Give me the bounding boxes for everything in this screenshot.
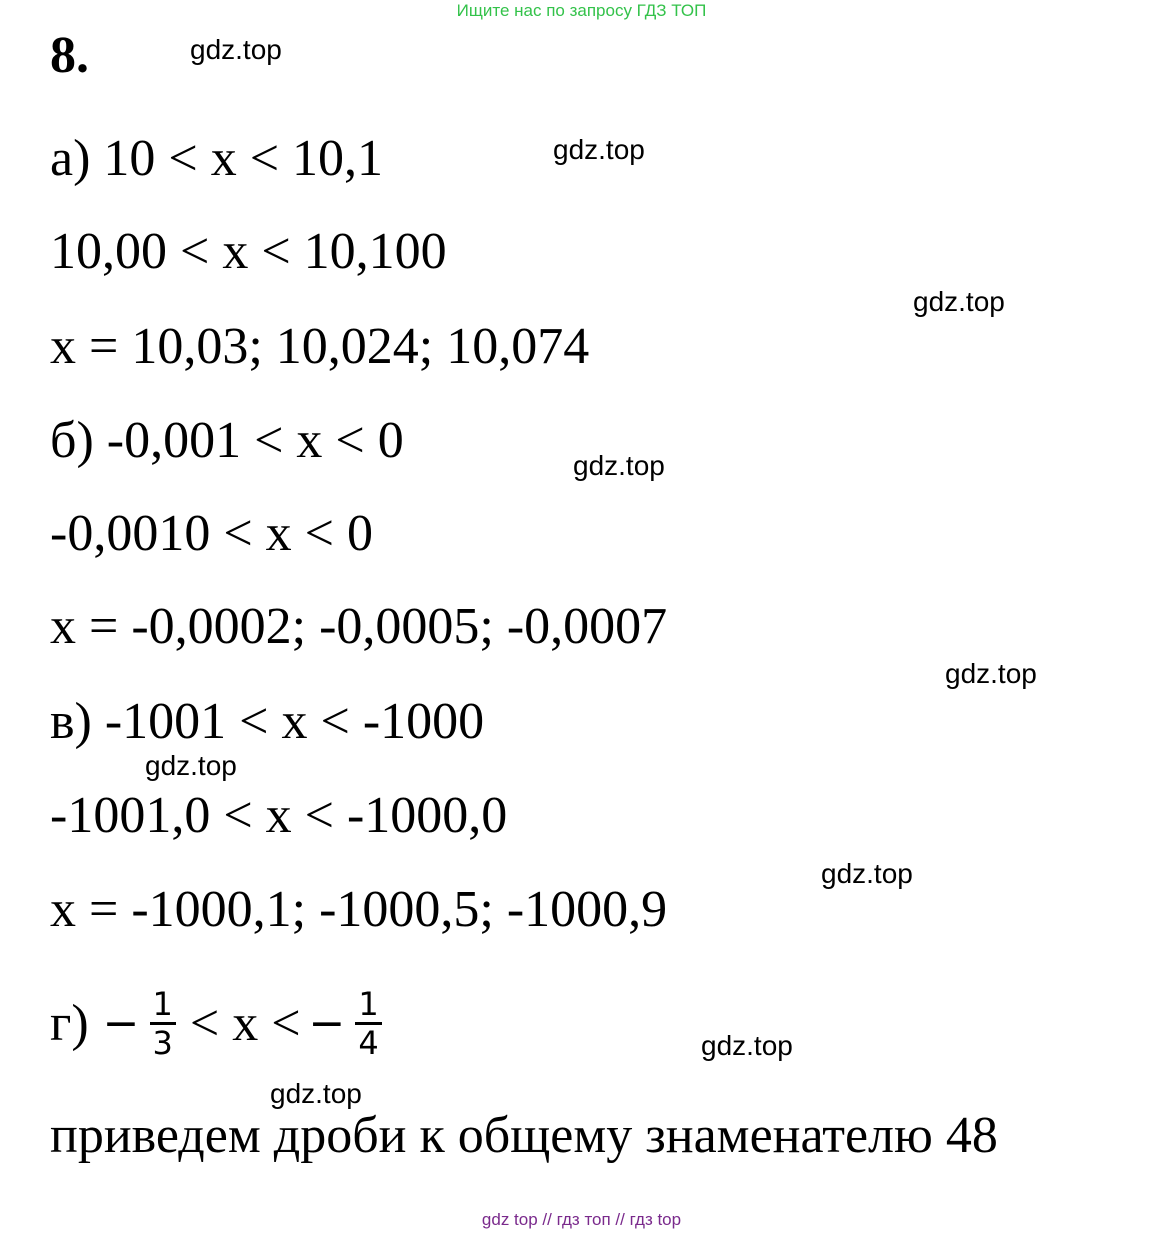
line-b-inequality: б) -0,001 < x < 0 bbox=[50, 412, 404, 469]
footer-links: gdz top // гдз топ // гдз top bbox=[481, 1210, 682, 1229]
line-a-inequality: а) 10 < x < 10,1 bbox=[50, 130, 384, 187]
line-common-denominator: приведем дроби к общему знаменателю 48 bbox=[50, 1107, 998, 1164]
watermark: gdz.top bbox=[945, 658, 1037, 689]
watermark: gdz.top bbox=[821, 858, 913, 889]
line-d-middle: < x < bbox=[189, 995, 301, 1052]
fraction-one-third bbox=[150, 984, 176, 1062]
problem-number: 8. bbox=[50, 27, 89, 84]
line-c-padded: -1001,0 < x < -1000,0 bbox=[50, 787, 508, 844]
fraction-denominator: 3 bbox=[152, 1023, 173, 1062]
watermark: gdz.top bbox=[913, 286, 1005, 317]
line-c-inequality: в) -1001 < x < -1000 bbox=[50, 693, 485, 750]
line-d-inequality bbox=[50, 976, 390, 1072]
minus-sign: − bbox=[102, 998, 140, 1049]
watermark: gdz.top bbox=[190, 34, 282, 65]
watermark: gdz.top bbox=[573, 450, 665, 481]
line-a-answer: x = 10,03; 10,024; 10,074 bbox=[50, 318, 590, 375]
top-banner: Ищите нас по запросу ГДЗ ТОП bbox=[456, 1, 707, 20]
fraction-one-quarter bbox=[355, 984, 381, 1062]
line-a-padded: 10,00 < x < 10,100 bbox=[50, 223, 447, 280]
watermark: gdz.top bbox=[701, 1030, 793, 1061]
fraction-denominator: 4 bbox=[358, 1023, 379, 1062]
watermark: gdz.top bbox=[553, 134, 645, 165]
line-b-answer: x = -0,0002; -0,0005; -0,0007 bbox=[50, 598, 668, 655]
fraction-numerator: 1 bbox=[150, 988, 176, 1025]
fraction-numerator: 1 bbox=[355, 988, 381, 1025]
minus-sign: − bbox=[308, 998, 346, 1049]
line-d-prefix: г) bbox=[50, 995, 89, 1052]
line-c-answer: x = -1000,1; -1000,5; -1000,9 bbox=[50, 881, 668, 938]
watermark: gdz.top bbox=[145, 750, 237, 781]
watermark: gdz.top bbox=[270, 1078, 362, 1109]
line-b-padded: -0,0010 < x < 0 bbox=[50, 505, 373, 562]
